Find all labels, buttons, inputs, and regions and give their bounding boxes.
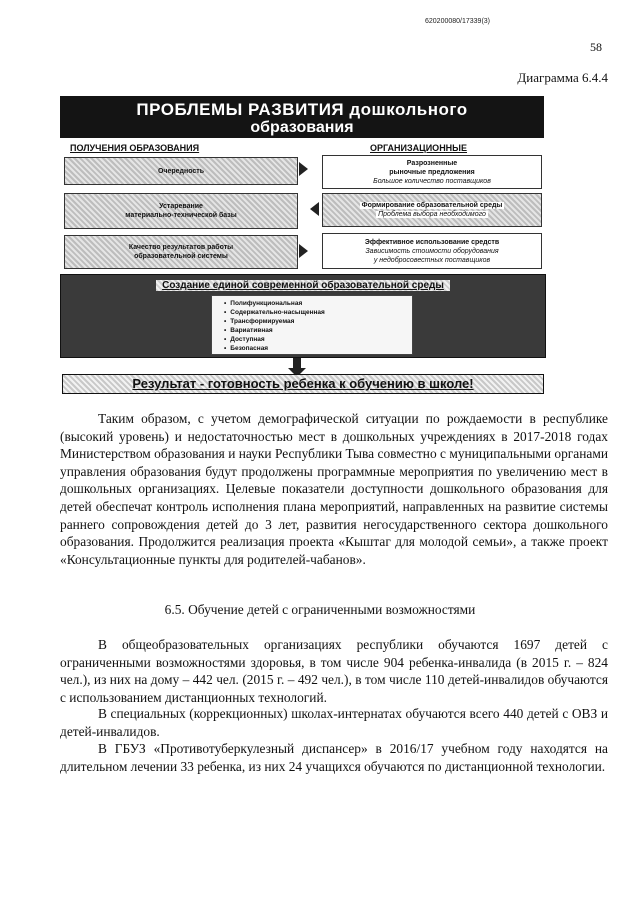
right-box-markets xyxy=(322,155,542,189)
right-box-line xyxy=(323,201,541,210)
right-box-line: рыночные предложения xyxy=(389,168,475,176)
arrow-right-icon xyxy=(299,162,308,176)
right-box-note: у недобросовестных поставщиков xyxy=(373,256,491,264)
result-banner: Результат - готовность ребенка к обучению в школе! xyxy=(62,374,544,394)
diagram-title-line1: ПРОБЛЕМЫ РАЗВИТИЯ дошкольного xyxy=(136,100,468,119)
paragraph-1 xyxy=(60,410,608,568)
right-box-line: Разрозненные xyxy=(406,159,458,167)
list-item: • Безопасная xyxy=(224,344,412,353)
right-box-line xyxy=(323,210,541,219)
arrow-down-icon xyxy=(293,358,301,368)
paragraph-2-text: В общеобразовательных организациях республики обучаются 1697 детей с ограниченными возможностями здоровья, в том числе 904 ребенка-инвалида (в 2015 г. – 824 чел.), из них на дому – 442 чел. (2015 г. – 492 чел.), в том числе 110 детей-инвалидов обучаются с использованием дистанционных технологий. xyxy=(60,637,608,705)
paragraph-3 xyxy=(60,705,608,740)
right-box-line xyxy=(323,247,541,256)
left-box-quality xyxy=(64,235,298,269)
left-column-header: ПОЛУЧЕНИЯ ОБРАЗОВАНИЯ xyxy=(70,143,200,153)
diagram-title-line2: образования xyxy=(250,119,354,136)
diagram-label: Диаграмма 6.4.4 xyxy=(517,70,608,85)
right-box-note: Проблема выбора необходимого xyxy=(378,211,486,218)
right-box-note: Большое количество поставщиков xyxy=(373,177,491,185)
left-box-line: материально-технической базы xyxy=(125,212,237,219)
environment-box xyxy=(60,274,546,358)
paragraph-4 xyxy=(60,740,608,775)
right-box-line: Эффективное использование средств xyxy=(364,238,500,246)
right-column-header: ОРГАНИЗАЦИОННЫЕ xyxy=(370,143,468,153)
left-box-line: образовательной системы xyxy=(134,253,228,260)
list-item: • Вариативная xyxy=(224,326,412,335)
left-box-queue xyxy=(64,157,298,185)
diagram-title xyxy=(60,96,544,138)
paragraph-3-text: В специальных (коррекционных) школах-интернатах обучаются всего 440 детей с ОВЗ и детей-инвалидов. xyxy=(60,706,608,739)
list-item: • Полифункциональная xyxy=(224,299,412,308)
section-heading: 6.5. Обучение детей с ограниченными возможностями xyxy=(164,602,476,617)
environment-title xyxy=(61,280,545,291)
environment-title-text: Создание единой современной образовательной среды xyxy=(156,280,450,291)
document-id: 620200080/17339(3) xyxy=(425,18,491,25)
list-item: • Доступная xyxy=(224,335,412,344)
right-box-efficiency xyxy=(322,233,542,269)
left-box-line: Очередность xyxy=(157,167,205,175)
paragraph-4-text: В ГБУЗ «Противотуберкулезный диспансер» в 2016/17 учебном году находятся на длительном лечении 33 ребенка, из них 24 учащихся обучаются по дистанционной технологии. xyxy=(60,741,608,774)
paragraph-2 xyxy=(60,636,608,706)
right-box-line xyxy=(323,256,541,265)
left-box-outdated-base xyxy=(64,193,298,229)
right-box-note: Зависимость стоимости оборудования xyxy=(365,247,499,255)
environment-list xyxy=(211,295,413,355)
list-item: • Содержательно-насыщенная xyxy=(224,308,412,317)
arrow-right-icon xyxy=(299,244,308,258)
left-box-line: Качество результатов работы xyxy=(128,244,234,251)
diagram xyxy=(60,96,544,392)
page-number: 58 xyxy=(590,40,602,54)
list-item: • Трансформируемая xyxy=(224,317,412,326)
right-box-environment xyxy=(322,193,542,227)
left-box-line: Устаревание xyxy=(159,203,203,210)
paragraph-1-text: Таким образом, с учетом демографической ситуации по рождаемости в республике (высокий уровень) и недостаточностью мест в дошкольных учреждениях в 2017-2018 годах Министерством образования и науки Республики Тыва совместно с муниципальными органами управления образования будут продолжены программные мероприятия по увеличению мест в дошкольных организациях. Целевые показатели доступности дошкольного образования для детей обеспечат контроль исполнения плана мероприятий, направленных на развитие системы раннего сопровождения детей до 3 лет, развития негосударственного сектора дошкольного образования. Продолжится реализация проекта «Кыштаг для молодой семьи», а также проект «Консультационные пункты для родителей-чабанов». xyxy=(60,411,608,567)
right-box-text: Формирование образовательной среды xyxy=(361,202,503,209)
arrow-left-icon xyxy=(310,202,319,216)
right-box-line xyxy=(323,177,541,186)
